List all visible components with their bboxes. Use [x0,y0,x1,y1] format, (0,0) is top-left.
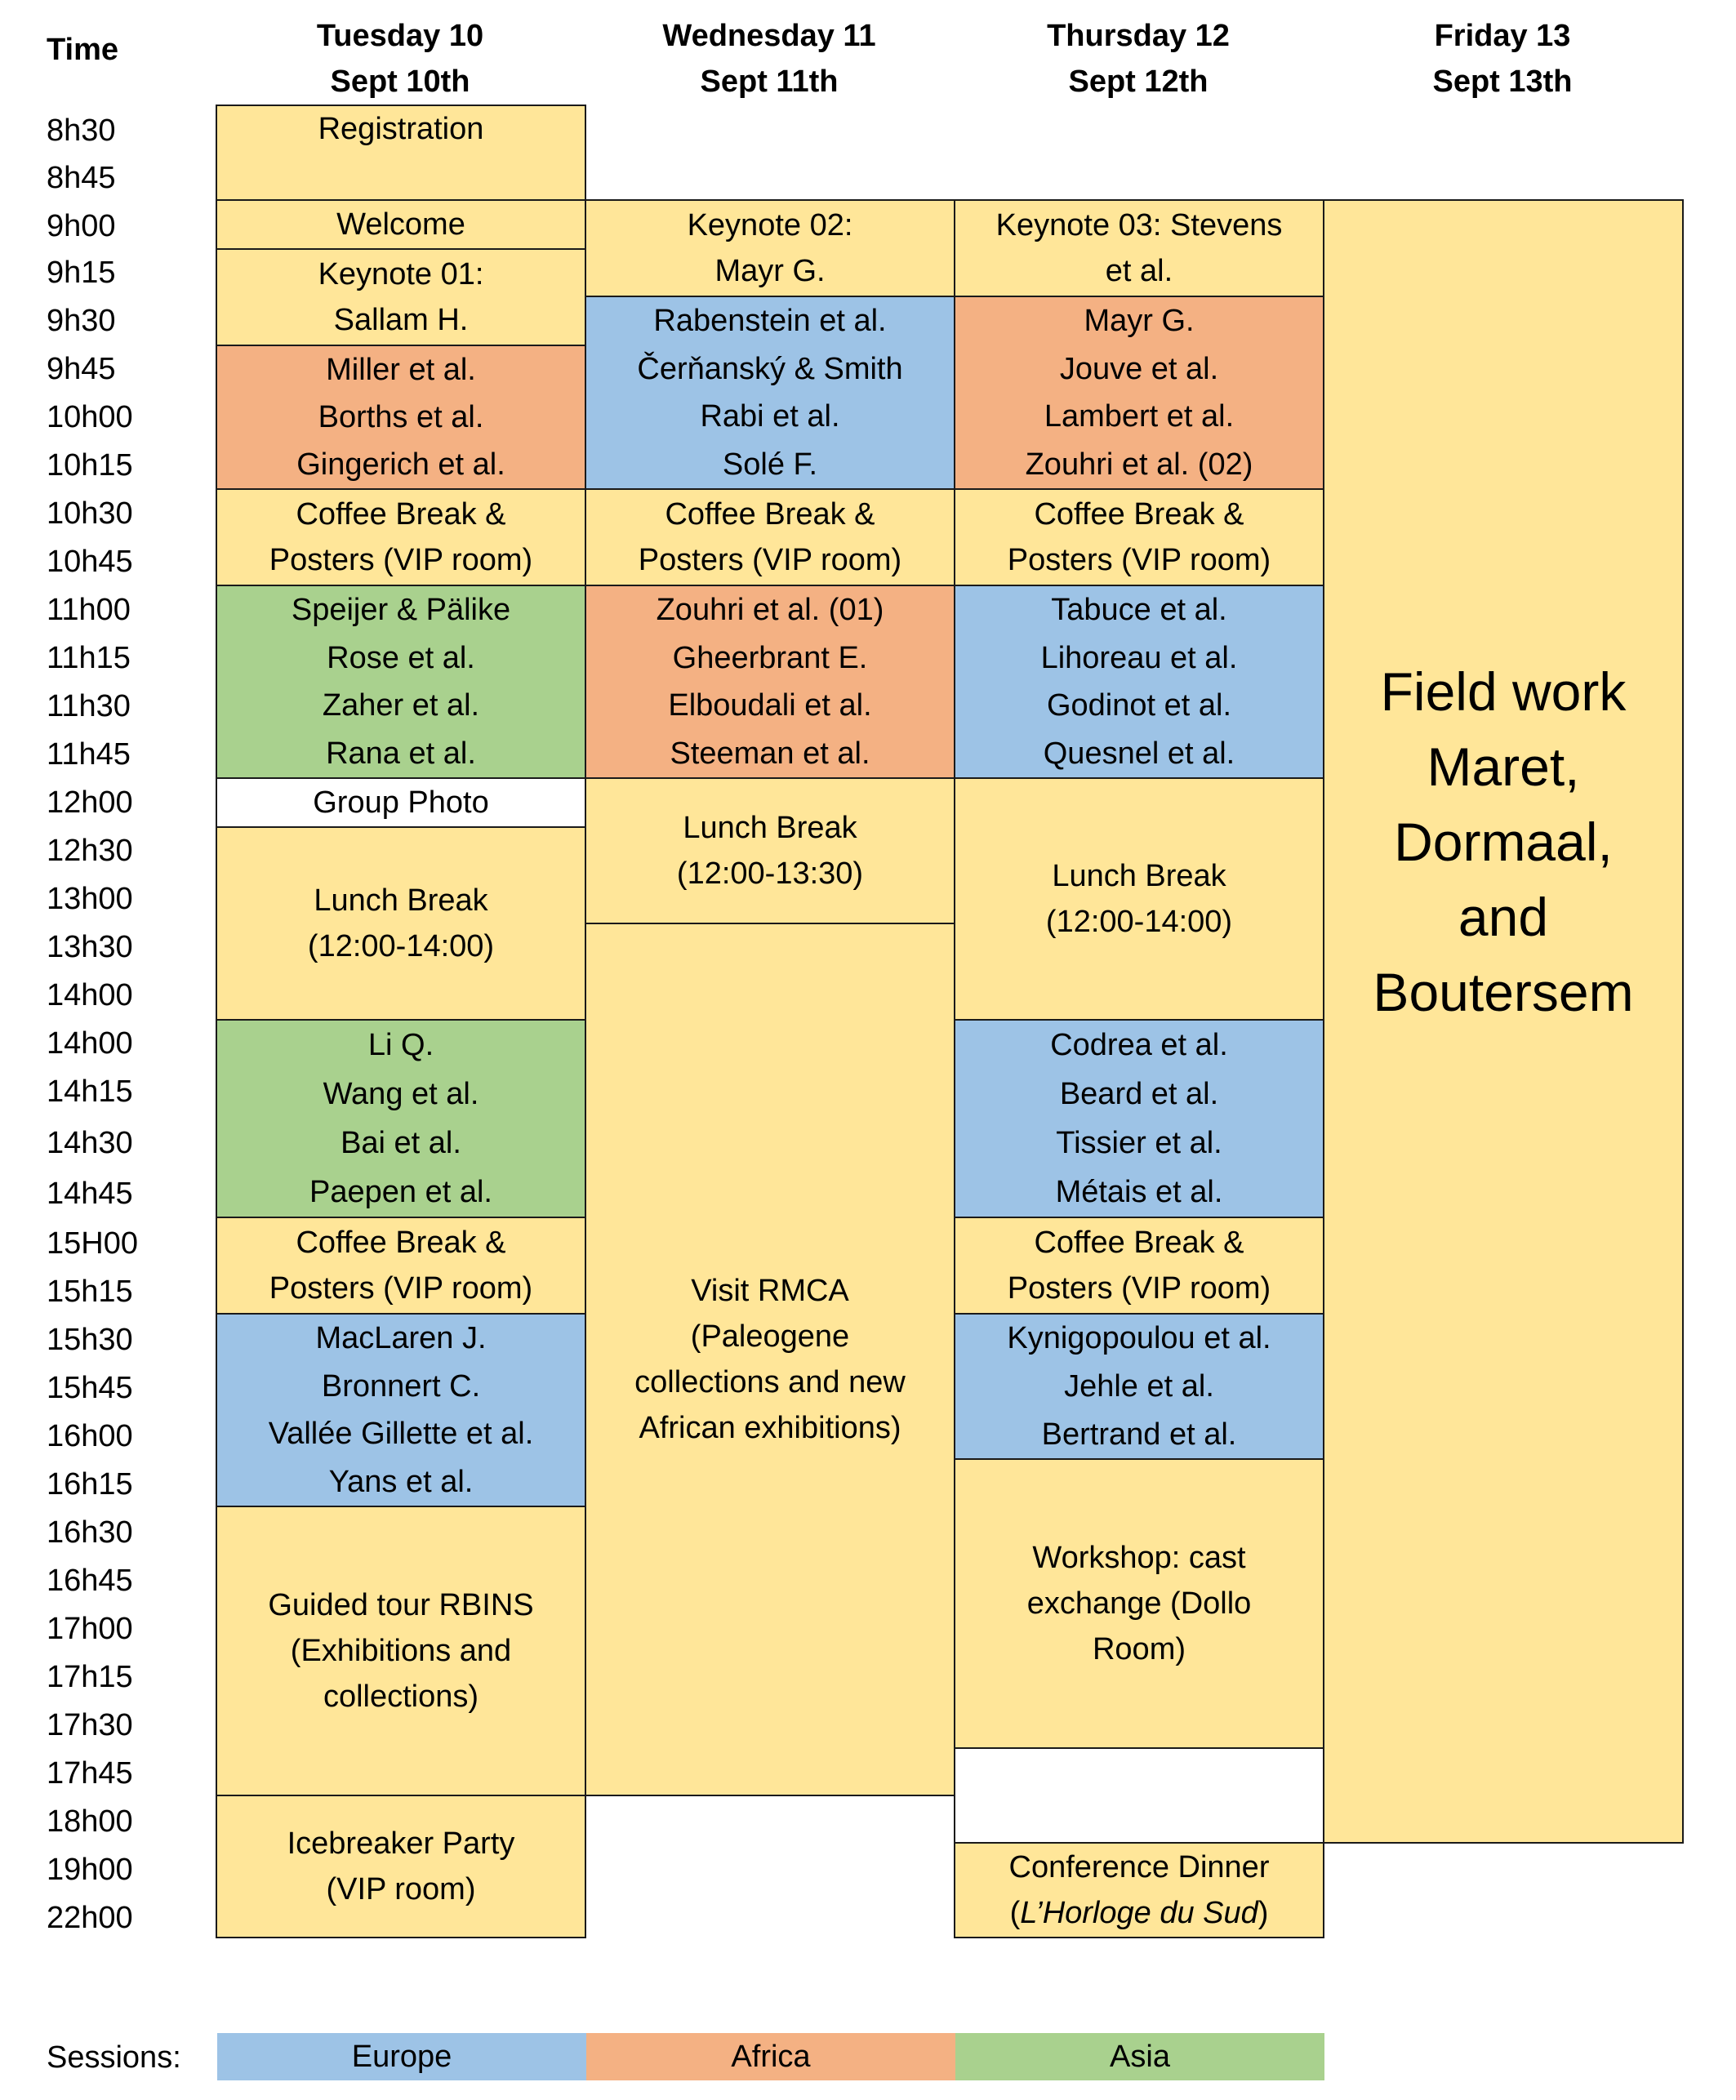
wednesday-session-africa [585,585,955,779]
day-header-wednesday [585,10,954,108]
time-label: 18h00 [47,1804,133,1839]
time-label: 15H00 [47,1226,138,1261]
block-line: exchange (Dollo [1026,1586,1252,1621]
block-line: (VIP room) [326,1872,476,1906]
fieldwork-text [1373,654,1633,1030]
paren-open: ( [1009,1896,1021,1930]
block-line: Lunch Break [314,883,488,918]
talk-item: Li Q. [367,1028,434,1062]
block-text: Registration [318,112,484,146]
talk-item: Lihoreau et al. [1040,640,1238,675]
talk-item: Speijer & Pälike [291,593,511,628]
thursday-coffee-break-1 [954,488,1324,586]
time-label: 15h45 [47,1371,133,1405]
tuesday-session-africa [216,345,586,490]
talk-item: Borths et al. [318,400,484,434]
block-text: Group Photo [313,785,489,820]
thursday-keynote [954,199,1324,297]
talk-item: Lambert et al. [1044,399,1235,434]
block-line: African exhibitions) [639,1411,901,1445]
time-label: 11h45 [47,737,131,772]
block-line: Dormaal, [1394,812,1613,872]
day-date: Sept 10th [330,65,470,99]
tuesday-session-asia-2 [216,1019,586,1218]
day-name: Friday 13 [1434,19,1571,53]
tuesday-guided-tour [216,1506,586,1796]
day-name: Tuesday 10 [316,19,484,53]
legend-asia: Asia [955,2033,1324,2080]
talk-item: Gheerbrant E. [672,640,868,675]
wednesday-session-europe [585,296,955,490]
block-line: collections) [323,1680,479,1714]
talk-item: Beard et al. [1059,1077,1219,1111]
day-header-thursday [954,10,1323,108]
time-label: 8h30 [47,113,116,148]
day-date: Sept 12th [1068,65,1209,99]
thursday-conference-dinner [954,1842,1324,1938]
paren-close: ) [1257,1896,1269,1930]
tuesday-keynote [216,248,586,346]
talk-item: Bai et al. [341,1126,461,1160]
block-line: Keynote 03: Stevens [995,208,1283,242]
talk-item: Zouhri et al. (02) [1025,447,1253,482]
tuesday-coffee-break-1 [216,488,586,586]
block-line: Boutersem [1373,962,1634,1022]
block-line: (Exhibitions and [290,1634,512,1668]
block-line: Coffee Break & [296,1226,506,1260]
talk-item: Codrea et al. [1050,1028,1228,1062]
time-label: 12h00 [47,785,133,820]
time-label: 10h00 [47,400,133,434]
legend-europe: Europe [217,2033,586,2080]
block-line: Workshop: cast [1032,1541,1246,1575]
tuesday-lunch-break [216,826,586,1021]
time-label: 10h45 [47,545,133,579]
block-line: Posters (VIP room) [1007,1271,1271,1306]
time-label: 11h30 [47,689,131,723]
time-label: 16h00 [47,1419,133,1453]
talk-item: Zaher et al. [322,688,480,723]
talk-item: Vallée Gillette et al. [268,1417,534,1452]
tuesday-registration [216,105,586,201]
talk-item: Mayr G. [1084,304,1195,339]
time-label: 9h15 [47,256,116,290]
time-label: 12h30 [47,834,133,868]
tuesday-icebreaker [216,1795,586,1938]
day-date: Sept 13th [1432,65,1573,99]
thursday-lunch-break [954,777,1324,1021]
talk-item: Miller et al. [326,353,476,387]
day-date: Sept 11th [700,65,839,99]
block-line: (12:00-13:30) [676,856,864,891]
legend-africa: Africa [586,2033,955,2080]
wednesday-visit-rmca [585,923,955,1796]
time-label: 17h00 [47,1612,133,1646]
block-line: Keynote 02: [687,208,853,242]
block-line: Lunch Break [683,811,857,845]
block-line: Field work [1380,661,1627,722]
time-label: 11h15 [47,641,131,675]
block-line: Lunch Break [1052,859,1226,893]
time-label: 17h15 [47,1660,133,1694]
thursday-session-africa [954,296,1324,490]
talk-item: Rabi et al. [700,399,840,434]
talk-item: Jouve et al. [1059,351,1219,386]
time-label: 14h00 [47,978,133,1012]
dinner-venue: L’Horloge du Sud [1020,1896,1258,1930]
block-line: (12:00-14:00) [1045,905,1233,939]
block-line: Coffee Break & [665,497,875,532]
time-label: 17h30 [47,1708,133,1742]
talk-item: Bertrand et al. [1041,1417,1237,1452]
talk-item: Zouhri et al. (01) [656,593,884,628]
time-label: 15h30 [47,1323,133,1357]
time-label: 22h00 [47,1901,133,1935]
block-line: (12:00-14:00) [307,929,495,963]
block-line: Keynote 01: [318,257,484,291]
block-line: Sallam H. [333,303,469,337]
block-line: and [1458,887,1549,947]
friday-field-work [1323,199,1684,1844]
day-name: Wednesday 11 [662,19,876,53]
time-label: 19h00 [47,1853,133,1887]
block-text: Welcome [336,207,465,242]
talk-item: Solé F. [722,447,818,482]
block-line: Guided tour RBINS [268,1588,534,1622]
thursday-empty-slot [954,1747,1324,1844]
talk-item: Yans et al. [328,1464,474,1499]
time-label: 10h30 [47,496,133,531]
block-line: Icebreaker Party [287,1826,515,1861]
time-label: 16h45 [47,1564,133,1598]
time-label: 15h15 [47,1275,133,1309]
block-line: Visit RMCA [691,1274,849,1308]
block-line: Maret, [1427,736,1580,797]
day-header-friday [1323,10,1682,108]
time-label: 8h45 [47,161,116,195]
block-line: Posters (VIP room) [638,543,902,577]
day-name: Thursday 12 [1047,19,1230,53]
talk-item: Tabuce et al. [1051,593,1227,628]
talk-item: Steeman et al. [670,736,870,771]
wednesday-lunch-break [585,777,955,924]
talk-item: Rabenstein et al. [653,304,887,339]
block-line: Coffee Break & [1034,1226,1244,1260]
block-line: Room) [1092,1632,1186,1666]
thursday-session-europe-2 [954,1019,1324,1218]
time-label: 11h00 [47,593,131,627]
tuesday-coffee-break-2 [216,1217,586,1315]
talk-item: Godinot et al. [1046,688,1232,723]
dinner-venue-line [1010,1890,1269,1936]
time-label: 9h00 [47,209,116,243]
talk-item: Kynigopoulou et al. [1007,1321,1271,1356]
time-label: 13h00 [47,882,133,916]
time-column-header: Time [47,33,119,67]
thursday-session-europe-3 [954,1313,1324,1460]
block-line: et al. [1105,254,1173,288]
time-label: 14h30 [47,1126,133,1160]
tuesday-session-europe [216,1313,586,1507]
wednesday-coffee-break [585,488,955,586]
time-label: 10h15 [47,448,133,483]
block-line: Mayr G. [714,254,826,288]
block-line: Coffee Break & [296,497,506,532]
talk-item: Bronnert C. [321,1368,481,1404]
talk-item: Rana et al. [326,736,476,771]
thursday-coffee-break-2 [954,1217,1324,1315]
block-line: (Paleogene [690,1319,850,1354]
talk-item: Jehle et al. [1064,1368,1214,1404]
talk-item: MacLaren J. [315,1321,487,1356]
time-label: 9h30 [47,304,116,338]
thursday-session-europe-1 [954,585,1324,779]
time-label: 16h15 [47,1467,133,1502]
time-label: 14h15 [47,1074,133,1109]
thursday-workshop [954,1458,1324,1749]
tuesday-group-photo [216,777,586,828]
talk-item: Tissier et al. [1056,1126,1222,1160]
talk-item: Paepen et al. [309,1175,492,1209]
tuesday-session-asia-1 [216,585,586,779]
talk-item: Wang et al. [323,1077,479,1111]
talk-item: Čerňanský & Smith [637,351,903,386]
block-line: Posters (VIP room) [269,1271,533,1306]
time-label: 16h30 [47,1515,133,1550]
time-label: 14h45 [47,1177,133,1211]
time-label: 14h00 [47,1026,133,1061]
talk-item: Gingerich et al. [296,447,505,482]
day-header-tuesday [216,10,585,108]
block-line: Coffee Break & [1034,497,1244,532]
time-label: 17h45 [47,1756,133,1791]
time-label: 9h45 [47,352,116,386]
talk-item: Elboudali et al. [668,688,872,723]
wednesday-keynote [585,199,955,297]
legend-label: Sessions: [47,2040,181,2075]
talk-item: Quesnel et al. [1043,736,1235,771]
block-line: Conference Dinner [1008,1850,1270,1884]
talk-item: Métais et al. [1055,1175,1223,1209]
block-line: Posters (VIP room) [1007,543,1271,577]
block-line: collections and new [634,1365,906,1399]
block-line: Posters (VIP room) [269,543,533,577]
tuesday-welcome [216,199,586,250]
talk-item: Rose et al. [327,640,475,675]
time-label: 13h30 [47,930,133,964]
